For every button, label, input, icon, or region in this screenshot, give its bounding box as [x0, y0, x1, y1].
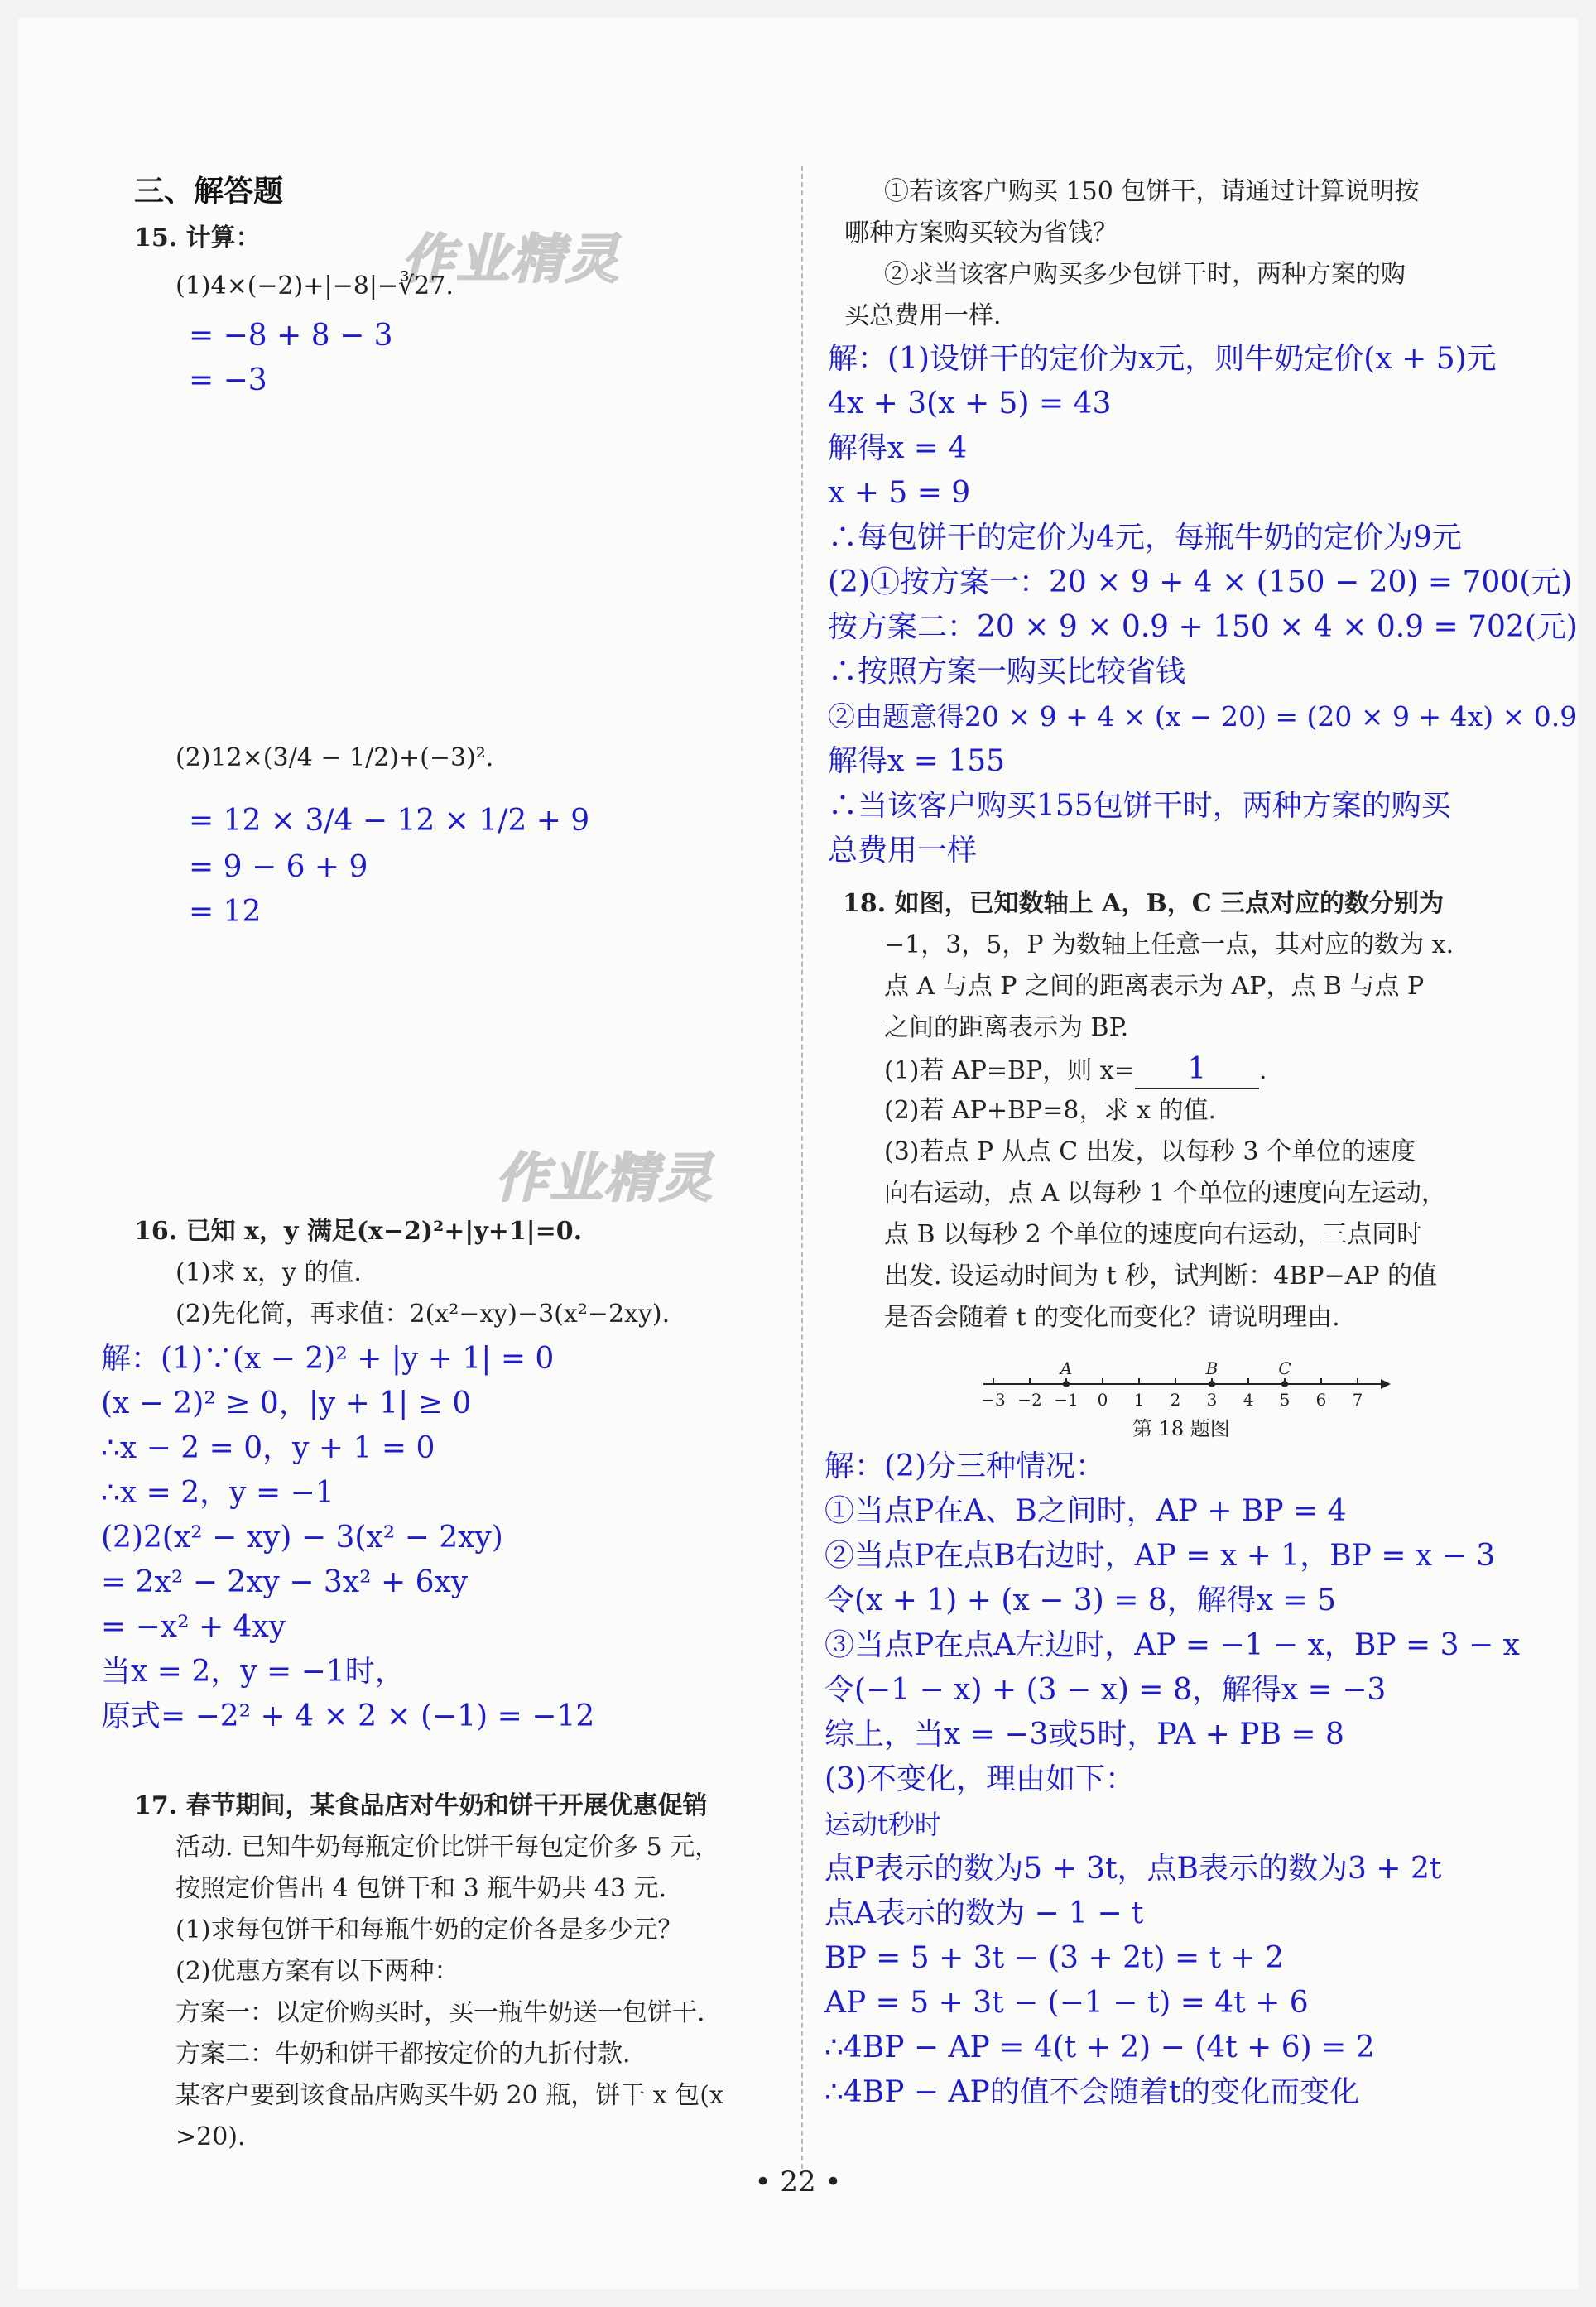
number-line-point: [1281, 1381, 1288, 1387]
q18-ans-1: 解：(2)分三种情况：: [824, 1449, 1105, 1483]
q17-line-4: (1)求每包饼干和每瓶牛奶的定价各是多少元？: [175, 1915, 683, 1944]
q17-line-12: ②求当该客户购买多少包饼干时，两种方案的购: [884, 260, 1406, 289]
q18-ans-14: ∴4BP − AP = 4(t + 2) − (4t + 6) = 2: [824, 2031, 1375, 2064]
q18-q2: (2)若 AP+BP=8，求 x 的值.: [884, 1096, 1217, 1125]
number-line-tick-label: 4: [1243, 1390, 1254, 1410]
column-divider: [801, 166, 803, 2177]
q18-ans-7: 综上，当x = −3或5时，PA + PB = 8: [824, 1718, 1344, 1752]
q18-line-3: 点 A 与点 P 之间的距离表示为 AP，点 B 与点 P: [884, 972, 1425, 1001]
number-line-point: [1209, 1381, 1215, 1387]
q18-ans-8: (3)不变化，理由如下：: [824, 1762, 1135, 1796]
q17-ans-6: (2)①按方案一：20 × 9 + 4 × (150 − 20) = 700(元): [828, 565, 1573, 599]
q18-ans-12: BP = 5 + 3t − (3 + 2t) = t + 2: [824, 1941, 1284, 1975]
q17-line-11: 哪种方案购买较为省钱？: [844, 219, 1118, 248]
q17-line-1: 17. 春节期间，某食品店对牛奶和饼干开展优惠促销: [134, 1791, 708, 1820]
number-line-point-label: B: [1205, 1358, 1219, 1378]
q17-line-6: 方案一：以定价购买时，买一瓶牛奶送一包饼干.: [175, 1998, 705, 2027]
q16-q2: (2)先化简，再求值：2(x²−xy)−3(x²−2xy).: [175, 1300, 671, 1329]
q16-ans-6: = 2x² − 2xy − 3x² + 6xy: [101, 1565, 469, 1599]
q15-part1: (1)4×(−2)+|−8|−∛27.: [175, 272, 454, 300]
number-line-point: [1063, 1381, 1070, 1387]
q15-p2-ans-2: = 9 − 6 + 9: [189, 850, 368, 884]
section-title: 三、解答题: [134, 175, 284, 209]
q18-line-2: −1，3，5，P 为数轴上任意一点，其对应的数为 x.: [884, 930, 1454, 959]
q18-ans-13: AP = 5 + 3t − (−1 − t) = 4t + 6: [824, 1986, 1309, 2020]
q18-q3-3: 点 B 以每秒 2 个单位的速度向右运动，三点同时: [884, 1220, 1422, 1249]
q17-line-10: ①若该客户购买 150 包饼干，请通过计算说明按: [884, 177, 1420, 206]
number-line-tick-label: 0: [1097, 1390, 1108, 1410]
q16-ans-2: (x − 2)² ≥ 0，|y + 1| ≥ 0: [101, 1387, 472, 1420]
q15-p2-ans-1: = 12 × 3/4 − 12 × 1/2 + 9: [189, 804, 590, 838]
q18-q1-suffix: .: [1258, 1056, 1267, 1085]
q18-q1: [884, 1053, 1267, 1089]
q15-part2: (2)12×(3/4 − 1/2)+(−3)².: [175, 743, 494, 772]
q15-title: 15. 计算：: [134, 223, 261, 252]
number-line-tick-label: 3: [1206, 1390, 1218, 1410]
page-number: • 22 •: [754, 2165, 842, 2199]
q17-ans-8: ∴按照方案一购买比较省钱: [828, 655, 1186, 689]
number-line-tick-label: 1: [1133, 1390, 1145, 1410]
q17-line-9: >20).: [175, 2122, 246, 2151]
q15-p1-ans-1: = −8 + 8 − 3: [189, 319, 393, 353]
q16-title: 16. 已知 x，y 满足(x−2)²+|y+1|=0.: [134, 1217, 583, 1246]
number-line-tick-label: 5: [1279, 1390, 1291, 1410]
q16-ans-1: 解：(1)∵(x − 2)² + |y + 1| = 0: [101, 1342, 555, 1376]
watermark: 作业精灵: [401, 229, 620, 291]
q18-ans-3: ②当点P在点B右边时，AP = x + 1，BP = x − 3: [824, 1539, 1496, 1573]
q18-ans-2: ①当点P在A、B之间时，AP + BP = 4: [824, 1494, 1347, 1528]
q16-ans-8: 当x = 2，y = −1时，: [101, 1655, 405, 1689]
q18-q1-prefix: (1)若 AP=BP，则 x=: [884, 1056, 1135, 1085]
q18-ans-15: ∴4BP − AP的值不会随着t的变化而变化: [824, 2075, 1360, 2109]
q16-ans-5: (2)2(x² − xy) − 3(x² − 2xy): [101, 1521, 503, 1555]
q17-line-13: 买总费用一样.: [844, 301, 1002, 330]
q17-ans-4: x + 5 = 9: [828, 476, 971, 510]
q17-ans-1: 解：(1)设饼干的定价为x元，则牛奶定价(x + 5)元: [828, 342, 1497, 376]
q18-ans-6: 令(−1 − x) + (3 − x) = 8，解得x = −3: [824, 1673, 1387, 1707]
q18-q3-1: (3)若点 P 从点 C 出发，以每秒 3 个单位的速度: [884, 1137, 1416, 1166]
number-line-tick-label: −3: [981, 1390, 1006, 1410]
number-line-tick-label: −2: [1017, 1390, 1042, 1410]
q17-line-2: 活动. 已知牛奶每瓶定价比饼干每包定价多 5 元，: [175, 1833, 720, 1862]
q17-line-7: 方案二：牛奶和饼干都按定价的九折付款.: [175, 2040, 631, 2069]
q18-q1-answer: 1: [1187, 1052, 1207, 1086]
q17-ans-11: ∴当该客户购买155包饼干时，两种方案的购买: [828, 789, 1451, 823]
q17-line-5: (2)优惠方案有以下两种：: [175, 1957, 459, 1986]
q18-q3-2: 向右运动，点 A 以每秒 1 个单位的速度向左运动，: [884, 1179, 1446, 1208]
q18-line-4: 之间的距离表示为 BP.: [884, 1013, 1129, 1042]
q18-q1-blank: [1135, 1053, 1259, 1089]
q16-ans-7: = −x² + 4xy: [101, 1610, 286, 1644]
number-line-tick-label: 6: [1315, 1390, 1327, 1410]
number-line-arrow: [1381, 1379, 1391, 1389]
number-line-point-label: A: [1060, 1358, 1073, 1378]
q15-p1-ans-2: = −3: [189, 363, 267, 397]
q17-ans-5: ∴每包饼干的定价为4元，每瓶牛奶的定价为9元: [828, 521, 1462, 555]
number-line-tick-label: −1: [1054, 1390, 1079, 1410]
q18-ans-5: ③当点P在点A左边时，AP = −1 − x，BP = 3 − x: [824, 1628, 1520, 1662]
figure-caption: 第 18 题图: [1132, 1417, 1230, 1440]
q15-p2-ans-3: = 12: [189, 895, 262, 929]
q18-ans-9: 运动t秒时: [824, 1809, 941, 1840]
q18-ans-4: 令(x + 1) + (x − 3) = 8，解得x = 5: [824, 1584, 1336, 1617]
q17-ans-3: 解得x = 4: [828, 431, 968, 465]
number-line-point-label: C: [1278, 1358, 1291, 1378]
q16-q1: (1)求 x，y 的值.: [175, 1258, 362, 1287]
q18-line-1: 18. 如图，已知数轴上 A，B，C 三点对应的数分别为: [843, 889, 1445, 918]
number-line-figure: [977, 1351, 1407, 1417]
q16-ans-4: ∴x = 2，y = −1: [101, 1476, 334, 1510]
q17-line-3: 按照定价售出 4 包饼干和 3 瓶牛奶共 43 元.: [175, 1874, 667, 1903]
q17-ans-9: ②由题意得20 × 9 + 4 × (x − 20) = (20 × 9 + 4x) × 0.9: [828, 700, 1578, 733]
q18-ans-11: 点A表示的数为 − 1 − t: [824, 1896, 1144, 1930]
q17-ans-7: 按方案二：20 × 9 × 0.9 + 150 × 4 × 0.9 = 702(元): [828, 610, 1578, 644]
watermark-2: 作业精灵: [495, 1148, 714, 1209]
q18-q3-4: 出发. 设运动时间为 t 秒，试判断：4BP−AP 的值: [884, 1262, 1438, 1290]
q17-ans-12: 总费用一样: [828, 834, 978, 868]
q16-ans-9: 原式= −2² + 4 × 2 × (−1) = −12: [101, 1699, 595, 1733]
q18-q3-5: 是否会随着 t 的变化而变化？请说明理由.: [884, 1303, 1340, 1332]
q17-ans-10: 解得x = 155: [828, 744, 1006, 778]
q17-ans-2: 4x + 3(x + 5) = 43: [828, 387, 1112, 421]
number-line-tick-label: 2: [1170, 1390, 1181, 1410]
number-line-tick-label: 7: [1352, 1390, 1363, 1410]
q18-ans-10: 点P表示的数为5 + 3t，点B表示的数为3 + 2t: [824, 1852, 1442, 1886]
q16-ans-3: ∴x − 2 = 0，y + 1 = 0: [101, 1431, 435, 1465]
q17-line-8: 某客户要到该食品店购买牛奶 20 瓶，饼干 x 包(x: [175, 2081, 723, 2110]
